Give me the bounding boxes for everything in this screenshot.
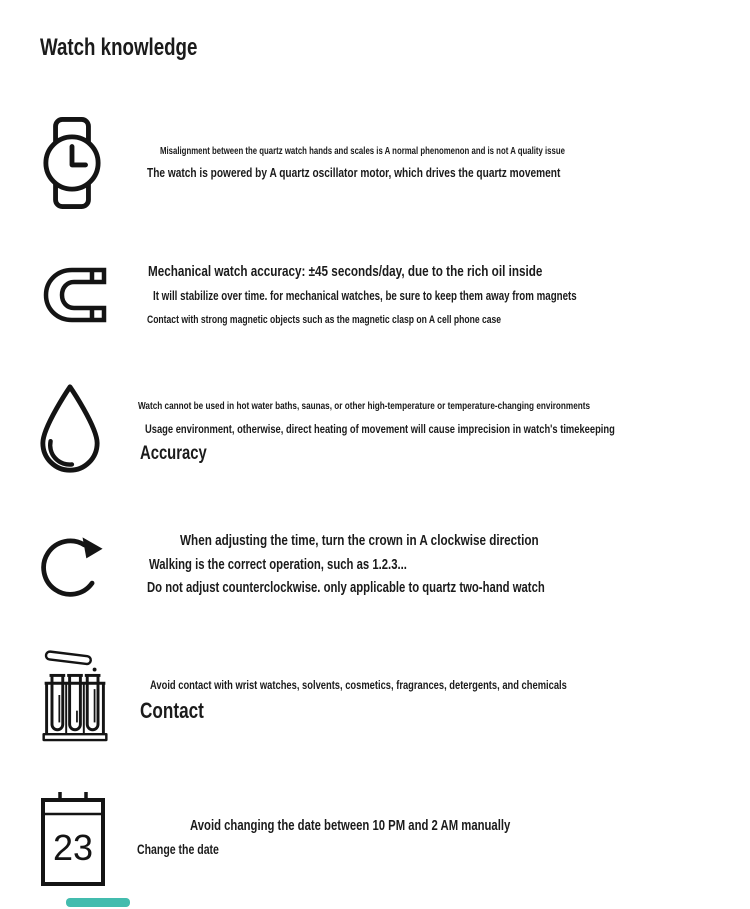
text-line: Avoid contact with wrist watches, solvents, cosmetics, fragrances, detergents, and chemicals	[150, 678, 567, 692]
text-line: Accuracy	[140, 443, 207, 464]
text-line: Walking is the correct operation, such as 1.2.3...	[149, 557, 407, 573]
text-line: Usage environment, otherwise, direct heating of movement will cause imprecision in watch's timekeeping	[145, 422, 615, 436]
calendar-icon	[40, 790, 106, 886]
text-line: The watch is powered by A quartz oscillator motor, which drives the quartz movement	[147, 165, 561, 180]
magnet-icon	[42, 266, 108, 324]
text-line: Misalignment between the quartz watch hands and scales is A normal phenomenon and is not A quality issue	[160, 146, 565, 157]
accent-bar	[66, 898, 130, 907]
water-drop-icon	[38, 381, 102, 478]
text-line: When adjusting the time, turn the crown in A clockwise direction	[180, 532, 539, 549]
test-tubes-icon	[42, 648, 108, 742]
page-title: Watch knowledge	[40, 34, 198, 61]
calendar-day-number: 23	[52, 827, 94, 868]
text-line: Do not adjust counterclockwise. only applicable to quartz two-hand watch	[147, 580, 545, 596]
text-line: Contact	[140, 698, 204, 723]
text-line: Change the date	[137, 842, 219, 857]
clockwise-arrow-icon	[40, 524, 106, 606]
text-line: Watch cannot be used in hot water baths, saunas, or other high-temperature or temperature-changing environments	[138, 400, 591, 412]
text-line: Mechanical watch accuracy: ±45 seconds/day, due to the rich oil inside	[148, 263, 543, 280]
text-line: It will stabilize over time. for mechanical watches, be sure to keep them away from magnets	[153, 289, 577, 303]
watch-icon	[42, 116, 102, 210]
text-line: Avoid changing the date between 10 PM and 2 AM manually	[190, 818, 511, 834]
text-line: Contact with strong magnetic objects such as the magnetic clasp on A cell phone case	[147, 314, 502, 326]
